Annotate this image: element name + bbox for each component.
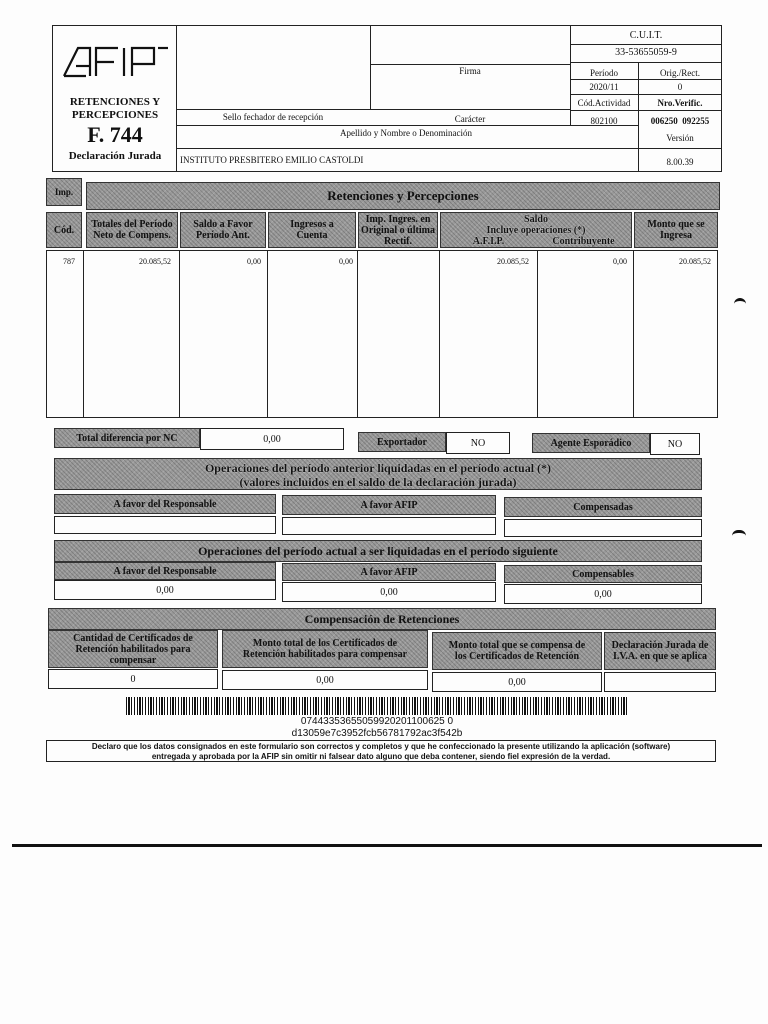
- total-nc-label: Total diferencia por NC: [54, 428, 200, 448]
- version-label: Versión: [666, 133, 694, 143]
- row-totales: 20.085,52: [139, 257, 171, 266]
- op-actual-val2: 0,00: [282, 582, 496, 602]
- op-anterior-val1: [54, 516, 276, 534]
- compensacion-col2: Monto total de los Certificados de Retención habilitados para compensar: [222, 630, 428, 668]
- nro-verific-value: 006250 092255: [650, 116, 710, 126]
- op-anterior-col2: A favor AFIP: [282, 495, 496, 515]
- form-subtitle: Declaración Jurada: [68, 150, 162, 162]
- row-monto: 20.085,52: [679, 257, 711, 266]
- form-number: F. 744: [87, 122, 143, 147]
- compensacion-title: Compensación de Retenciones: [48, 608, 716, 630]
- afip-logo: [56, 36, 174, 86]
- barcode-number: 07443353655059920201100625 0: [300, 716, 454, 727]
- op-actual-title: Operaciones del período actual a ser liquidadas en el período siguiente: [54, 540, 702, 562]
- op-anterior-val3: [504, 519, 702, 537]
- nro-verific-label: Nro.Verific.: [657, 98, 703, 108]
- compensacion-val3: 0,00: [432, 672, 602, 692]
- cuit-value: 33-53655059-9: [615, 47, 677, 58]
- declaration-text: Declaro que los datos consignados en este formulario son correctos y completos y que he confeccionado la presente utilizando la aplicación (software) entregada y aprobada por la AFIP sin omitir ni falsear dato alguno que deba contener, siendo fiel expresión de la verdad.: [46, 740, 716, 762]
- col-saldo-title: Saldo: [524, 214, 548, 225]
- compensacion-col1: Cantidad de Certificados de Retención habilitados para compensar: [48, 630, 218, 668]
- col-saldo-favor: Saldo a Favor Período Ant.: [180, 212, 266, 248]
- row-cod: 787: [63, 257, 75, 266]
- op-actual-val1: 0,00: [54, 580, 276, 600]
- col-totales: Totales del Período Neto de Compens.: [86, 212, 178, 248]
- orig-value: 0: [677, 82, 683, 92]
- scan-line: [12, 844, 762, 847]
- apellido-value: INSTITUTO PRESBITERO EMILIO CASTOLDI: [180, 155, 364, 165]
- op-anterior-title: Operaciones del período anterior liquidadas en el período actual (*) (valores incluidos en el saldo de la declaración jurada): [54, 458, 702, 490]
- op-actual-col3: Compensables: [504, 565, 702, 583]
- sello-label: Sello fechador de recepción: [222, 112, 324, 122]
- compensacion-col3: Monto total que se compensa de los Certificados de Retención: [432, 632, 602, 670]
- op-actual-val3: 0,00: [504, 584, 702, 604]
- table-body: [46, 250, 718, 418]
- compensacion-col4: Declaración Jurada de I.V.A. en que se aplica: [604, 632, 716, 670]
- periodo-label: Período: [590, 68, 618, 78]
- periodo-value: 2020/11: [589, 82, 619, 92]
- orig-label: Orig./Rect.: [660, 68, 700, 78]
- op-anterior-val2: [282, 517, 496, 535]
- col-saldo-group: [440, 212, 632, 248]
- row-saldo-favor: 0,00: [247, 257, 261, 266]
- op-actual-col2: A favor AFIP: [282, 563, 496, 581]
- compensacion-val2: 0,00: [222, 670, 428, 690]
- row-contribuyente: 0,00: [613, 257, 627, 266]
- punch-mark-bottom: [732, 530, 746, 536]
- compensacion-val4: [604, 672, 716, 692]
- compensacion-val1: 0: [48, 669, 218, 689]
- col-imp-ingres: Imp. Ingres. en Original o última Rectif.: [358, 212, 438, 248]
- cuit-label: C.U.I.T.: [629, 30, 663, 41]
- op-anterior-col3: Compensadas: [504, 497, 702, 517]
- row-ingresos: 0,00: [339, 257, 353, 266]
- imp-label: Imp.: [46, 178, 82, 206]
- col-monto: Monto que se Ingresa: [634, 212, 718, 248]
- exportador-label: Exportador: [358, 432, 446, 452]
- col-ingresos: Ingresos a Cuenta: [268, 212, 356, 248]
- apellido-label: Apellido y Nombre o Denominación: [340, 128, 472, 138]
- agente-label: Agente Esporádico: [532, 433, 650, 453]
- hash-code: d13059e7c3952fcb56781792ac3f542b: [291, 728, 463, 739]
- firma-label: Firma: [459, 66, 481, 76]
- col-saldo-sub: Incluye operaciones (*): [486, 225, 586, 236]
- cod-actividad-label: Cód.Actividad: [577, 98, 631, 108]
- total-nc-value: 0,00: [200, 428, 344, 450]
- col-afip: A.F.I.P.: [472, 236, 505, 247]
- col-contribuyente: Contribuyente: [552, 236, 615, 247]
- op-anterior-col1: A favor del Responsable: [54, 494, 276, 514]
- section-title-retenciones: Retenciones y Percepciones: [86, 182, 720, 210]
- form-title: RETENCIONES Y PERCEPCIONES: [69, 96, 161, 121]
- cod-actividad-value: 802100: [590, 116, 618, 126]
- version-value: 8.00.39: [666, 157, 694, 167]
- op-actual-col1: A favor del Responsable: [54, 562, 276, 580]
- barcode: [126, 697, 628, 715]
- exportador-value: NO: [446, 432, 510, 454]
- agente-value: NO: [650, 433, 700, 455]
- row-afip: 20.085,52: [497, 257, 529, 266]
- caracter-label: Carácter: [454, 114, 486, 124]
- col-cod: Cód.: [46, 212, 82, 248]
- punch-mark-top: [734, 298, 746, 304]
